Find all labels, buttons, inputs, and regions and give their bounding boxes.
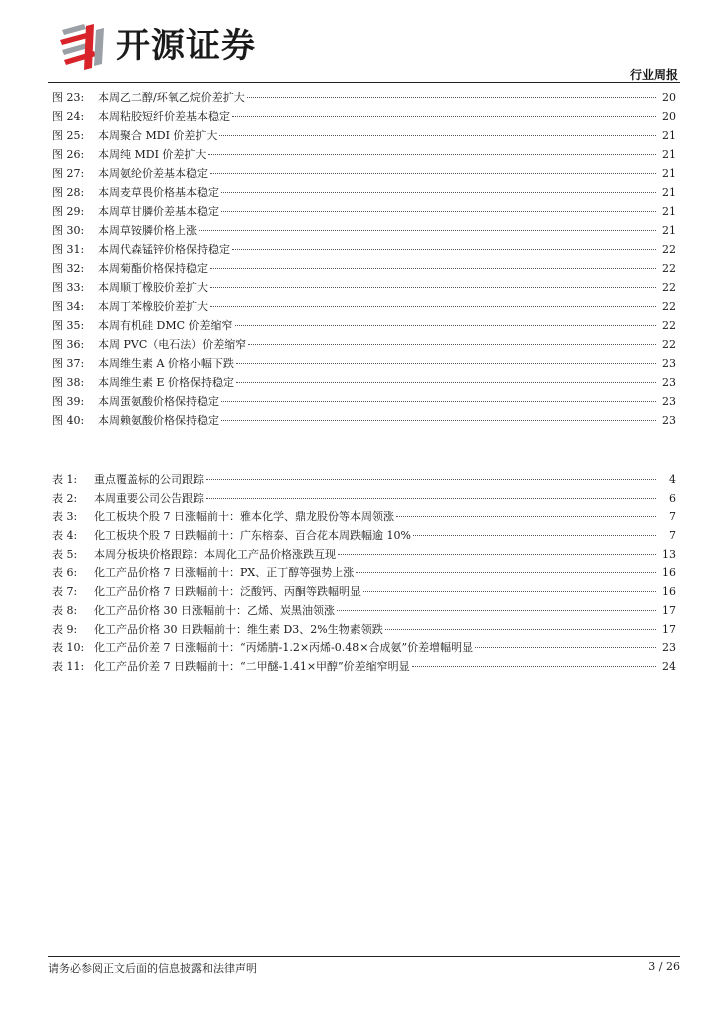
toc-figure-entry[interactable] [52,221,676,240]
toc-dot-leader [232,248,656,250]
toc-figure-entry[interactable] [52,164,676,183]
toc-figure-entry[interactable] [52,278,676,297]
toc-entry-title: 本周顺丁橡胶价差扩大 [98,281,208,294]
toc-entry-page: 13 [662,547,676,561]
toc-entry-page: 22 [662,262,676,275]
toc-entry-page: 21 [662,186,676,199]
toc-table-entry[interactable] [52,564,676,583]
toc-entry-page: 22 [662,300,676,313]
toc-entry-title: 化工板块个股 7 日涨幅前十：雅本化学、鼎龙股份等本周领涨 [94,510,394,524]
toc-table-entry[interactable] [52,471,676,490]
toc-entry-page: 23 [662,395,676,408]
toc-entry-title: 重点覆盖标的公司跟踪 [94,473,204,486]
toc-entry-number: 表 1: [52,473,78,486]
toc-figure-entry[interactable] [52,88,676,107]
toc-entry-title: 本周蛋氨酸价格保持稳定 [98,395,219,408]
toc-entry-title: 本周赖氨酸价格保持稳定 [98,414,219,427]
page-header [48,18,680,84]
toc-entry-number: 图 36: [52,338,85,351]
toc-dot-leader [385,628,656,630]
toc-entry-title: 本周 PVC（电石法）价差缩窄 [98,338,247,351]
footer-divider [48,956,680,957]
toc-dot-leader [210,172,656,174]
toc-entry-page: 23 [662,357,676,370]
toc-entry-page: 22 [662,319,676,332]
toc-entry-page: 24 [662,659,676,673]
toc-dot-leader [210,286,656,288]
toc-entry-title: 本周菊酯价格保持稳定 [98,262,208,275]
toc-entry-page: 21 [662,224,676,237]
toc-entry-title: 化工产品价格 30 日涨幅前十：乙烯、炭黑油领涨 [94,603,335,617]
toc-entry-page: 7 [669,510,676,524]
toc-entry-page: 20 [662,110,676,123]
toc-entry-number: 表 9: [52,622,78,636]
toc-entry-title: 本周维生素 A 价格小幅下跌 [98,357,234,370]
toc-entry-title: 本周纯 MDI 价差扩大 [98,148,207,161]
toc-entry-title: 本周代森锰锌价格保持稳定 [98,243,230,256]
toc-entry-page: 22 [662,281,676,294]
toc-entry-number: 图 34: [52,300,85,313]
toc-entry-number: 表 10: [52,641,85,655]
toc-entry-number: 图 35: [52,319,85,332]
toc-entry-number: 表 7: [52,585,78,599]
toc-entry-page: 22 [662,243,676,256]
brand-logo [56,20,336,72]
toc-entry-page: 16 [662,585,676,599]
toc-figure-entry[interactable] [52,145,676,164]
toc-figure-entry[interactable] [52,392,676,411]
toc-figure-entry[interactable] [52,126,676,145]
toc-entry-number: 图 32: [52,262,85,275]
toc-entry-number: 图 33: [52,281,85,294]
toc-dot-leader [413,534,656,536]
toc-dot-leader [363,590,656,592]
toc-entry-title: 本周氨纶价差基本稳定 [98,167,208,180]
toc-dot-leader [338,553,656,555]
toc-entry-title: 本周维生素 E 价格保持稳定 [98,376,235,389]
toc-entry-title: 化工产品价差 7 日跌幅前十：“二甲醚-1.41×甲醇”价差缩窄明显 [94,659,410,673]
figures-toc [52,88,676,430]
toc-dot-leader [236,362,656,364]
toc-figure-entry[interactable] [52,297,676,316]
toc-entry-title: 本周聚合 MDI 价差扩大 [98,129,218,142]
toc-entry-number: 图 39: [52,395,85,408]
document-type-label: 行业周报 [629,68,678,82]
brand-logo-icon [56,20,108,72]
toc-entry-title: 本周重要公司公告跟踪 [94,491,204,505]
toc-entry-page: 21 [662,129,676,142]
tables-toc [52,471,676,677]
toc-entry-title: 本周有机硅 DMC 价差缩窄 [98,319,233,332]
toc-entry-page: 17 [662,622,676,636]
toc-dot-leader [199,229,656,231]
toc-entry-page: 21 [662,205,676,218]
toc-entry-number: 图 29: [52,205,85,218]
toc-entry-number: 表 8: [52,603,78,617]
toc-dot-leader [221,210,656,212]
toc-entry-page: 4 [669,473,676,486]
toc-entry-page: 23 [662,376,676,389]
toc-entry-number: 表 3: [52,510,78,524]
toc-dot-leader [235,324,657,326]
toc-table-entry[interactable] [52,546,676,565]
toc-entry-page: 23 [662,414,676,427]
toc-dot-leader [236,381,656,383]
toc-entry-title: 本周草铵膦价格上涨 [98,224,197,237]
toc-entry-title: 化工产品价格 7 日跌幅前十：泛酸钙、丙酮等跌幅明显 [94,585,361,599]
toc-figure-entry[interactable] [52,373,676,392]
toc-entry-title: 本周草甘膦价差基本稳定 [98,205,219,218]
toc-figure-entry[interactable] [52,316,676,335]
toc-entry-number: 图 27: [52,167,85,180]
toc-entry-number: 图 23: [52,91,85,104]
toc-entry-title: 本周粘胶短纤价差基本稳定 [98,110,230,123]
toc-table-entry[interactable] [52,658,676,677]
toc-table-entry[interactable] [52,490,676,509]
toc-dot-leader [396,515,656,517]
toc-figure-entry[interactable] [52,107,676,126]
toc-entry-title: 化工产品价差 7 日涨幅前十：“丙烯腈-1.2×丙烯-0.48×合成氨”价差增幅明显 [94,641,474,655]
toc-dot-leader [475,646,656,648]
toc-figure-entry[interactable] [52,183,676,202]
toc-dot-leader [221,400,656,402]
toc-dot-leader [208,153,656,155]
toc-entry-title: 本周分板块价格跟踪：本周化工产品价格涨跌互现 [94,547,336,561]
toc-entry-page: 23 [662,641,676,655]
toc-entry-title: 化工产品价格 7 日涨幅前十：PX、正丁醇等强势上涨 [94,566,355,580]
toc-dot-leader [219,134,656,136]
toc-dot-leader [206,478,656,480]
toc-table-entry[interactable] [52,621,676,640]
toc-dot-leader [206,497,656,499]
toc-entry-title: 本周麦草畏价格基本稳定 [98,186,219,199]
brand-name: 开源证券 [116,26,256,66]
toc-table-entry[interactable] [52,602,676,621]
toc-dot-leader [210,305,656,307]
page-indicator: 3 / 26 [648,960,680,973]
toc-entry-number: 表 4: [52,529,78,543]
toc-entry-page: 16 [662,566,676,580]
toc-entry-title: 化工板块个股 7 日跌幅前十：广东榕泰、百合花本周跌幅逾 10% [94,529,411,543]
toc-entry-number: 图 37: [52,357,85,370]
toc-table-entry[interactable] [52,583,676,602]
toc-entry-number: 表 2: [52,491,78,505]
toc-figure-entry[interactable] [52,240,676,259]
toc-entry-number: 图 38: [52,376,85,389]
toc-entry-page: 17 [662,603,676,617]
toc-entry-title: 本周丁苯橡胶价差扩大 [98,300,208,313]
toc-dot-leader [356,571,656,573]
toc-entry-number: 表 6: [52,566,78,580]
toc-entry-number: 图 28: [52,186,85,199]
toc-entry-page: 6 [669,491,676,505]
toc-entry-title: 本周乙二醇/环氧乙烷价差扩大 [98,91,245,104]
toc-table-entry[interactable] [52,639,676,658]
toc-table-entry[interactable] [52,508,676,527]
header-divider [48,82,680,83]
toc-dot-leader [221,419,656,421]
toc-dot-leader [248,343,656,345]
toc-entry-page: 20 [662,91,676,104]
toc-figure-entry[interactable] [52,411,676,430]
toc-dot-leader [232,115,656,117]
toc-entry-page: 21 [662,167,676,180]
toc-figure-entry[interactable] [52,202,676,221]
toc-entry-page: 21 [662,148,676,161]
toc-entry-number: 表 5: [52,547,78,561]
toc-dot-leader [221,191,656,193]
toc-entry-number: 表 11: [52,659,85,673]
toc-figure-entry[interactable] [52,354,676,373]
footer-disclaimer: 请务必参阅正文后面的信息披露和法律声明 [48,962,257,975]
toc-entry-number: 图 30: [52,224,85,237]
toc-dot-leader [412,665,656,667]
toc-entry-number: 图 31: [52,243,85,256]
toc-dot-leader [337,609,656,611]
toc-figure-entry[interactable] [52,335,676,354]
toc-entry-number: 图 25: [52,129,85,142]
toc-table-entry[interactable] [52,527,676,546]
toc-entry-number: 图 26: [52,148,85,161]
toc-entry-title: 化工产品价格 30 日跌幅前十：维生素 D3、2%生物素领跌 [94,622,383,636]
toc-entry-page: 7 [669,529,676,543]
toc-figure-entry[interactable] [52,259,676,278]
toc-entry-number: 图 24: [52,110,85,123]
toc-entry-number: 图 40: [52,414,85,427]
toc-dot-leader [210,267,656,269]
toc-dot-leader [247,96,656,98]
toc-entry-page: 22 [662,338,676,351]
